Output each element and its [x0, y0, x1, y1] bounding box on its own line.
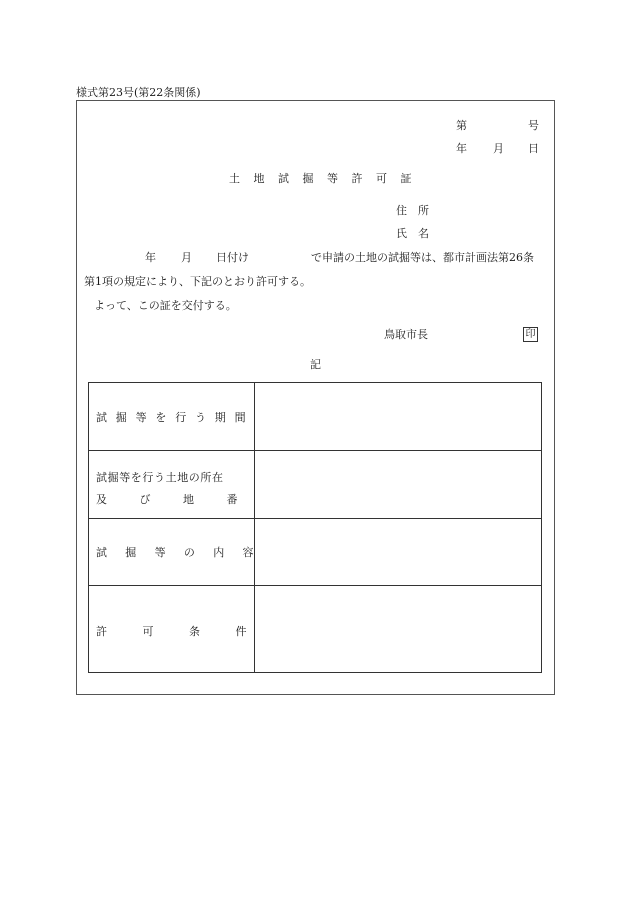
- body-line3: よって、この証を交付する。: [94, 299, 237, 312]
- date-month: 月: [493, 142, 504, 155]
- body-year: 年: [145, 251, 156, 264]
- body-month: 月: [181, 251, 192, 264]
- table-row-label: 許可条件: [96, 625, 282, 638]
- name-label: 氏名: [396, 227, 440, 240]
- table-row-value: [255, 586, 542, 673]
- issuer-name: 鳥取市長: [384, 328, 428, 341]
- table-row-value: [255, 383, 542, 450]
- table-row-value: [255, 519, 542, 585]
- number-suffix: 号: [528, 119, 539, 132]
- details-table: [88, 382, 542, 673]
- body-line1: で申請の土地の試掘等は、都市計画法第26条: [311, 251, 534, 264]
- table-row-label: 及び地番: [96, 493, 270, 506]
- body-day-suffix: 日付け: [216, 251, 249, 264]
- address-label: 住所: [396, 204, 440, 217]
- record-label: 記: [310, 358, 321, 371]
- table-row-value: [255, 451, 542, 518]
- date-year: 年: [456, 142, 467, 155]
- form-number: 様式第23号(第22条関係): [76, 86, 201, 99]
- body-line2: 第1項の規定により、下記のとおり許可する。: [84, 275, 311, 288]
- date-day: 日: [528, 142, 539, 155]
- number-prefix: 第: [456, 119, 467, 132]
- table-row-label: 試掘等を行う期間: [96, 411, 255, 424]
- document-title: 土地試掘等許可証: [229, 172, 425, 185]
- table-row-label: 試掘等を行う土地の所在: [96, 471, 224, 484]
- table-row-label: 試掘等の内容: [96, 546, 272, 559]
- seal-mark: 印: [523, 327, 538, 342]
